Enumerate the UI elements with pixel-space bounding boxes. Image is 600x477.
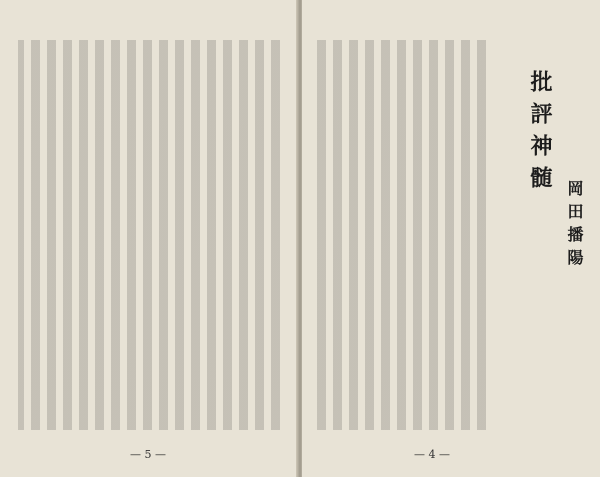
left-page-number: — 5 — <box>130 448 166 461</box>
author-name: 岡田播陽 <box>565 180 584 272</box>
page-title: 批評神髄 <box>527 70 553 198</box>
left-page <box>0 0 298 477</box>
right-body-text <box>316 40 486 430</box>
right-page <box>302 0 600 477</box>
left-body-text <box>18 40 280 430</box>
right-page-number: — 4 — <box>414 448 450 461</box>
